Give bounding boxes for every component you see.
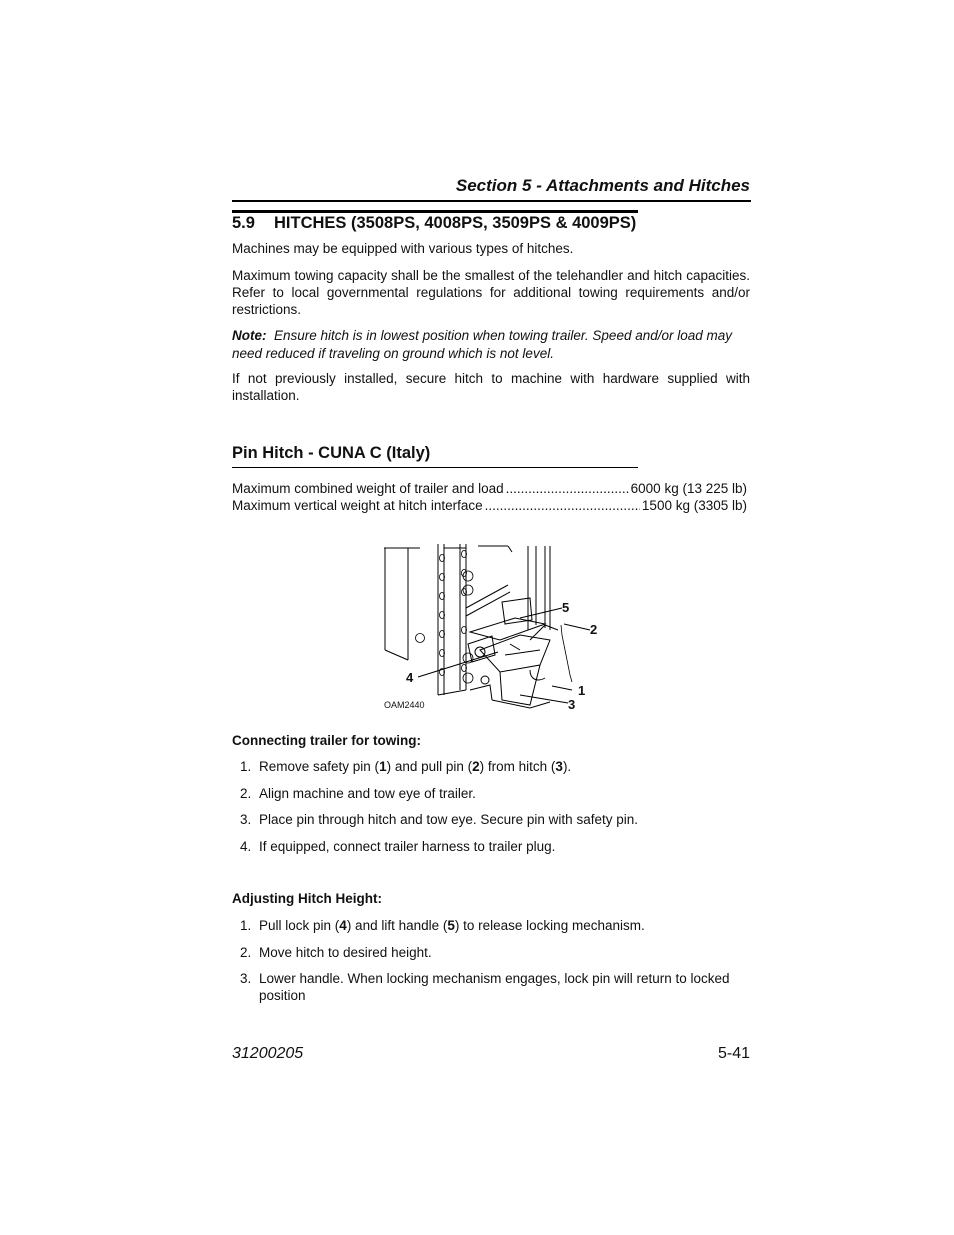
step-number: 4. [240,839,252,854]
step-number: 3. [240,812,252,827]
pin-hitch-rule [232,467,638,468]
pin-hitch-heading: Pin Hitch - CUNA C (Italy) [232,444,431,462]
adjusting-step [240,944,750,961]
spec-leader [485,498,640,513]
section-rule [232,210,638,213]
spec-value: 6000 kg (13 225 lb) [630,481,747,496]
note-label: Note: [232,328,267,343]
step-number: 2. [240,786,252,801]
capacity-paragraph: Maximum towing capacity shall be the smallest of the telehandler and hitch capacities. Refer to local governmental regulations for additional towing requirements and/or restrictions. [232,268,750,317]
connecting-step [240,838,750,855]
section-number: 5.9 [232,214,255,232]
step-text: If equipped, connect trailer harness to trailer plug. [259,839,556,854]
section-title: HITCHES (3508PS, 4008PS, 3509PS & 4009PS) [274,214,637,232]
connecting-step [240,758,750,775]
note-paragraph [232,327,750,363]
adjusting-step [240,917,750,934]
intro-paragraph: Machines may be equipped with various types of hitches. [232,241,574,256]
spec-value: 1500 kg (3305 lb) [641,498,747,513]
spec-row [232,498,747,513]
page-number: 5-41 [717,1045,750,1062]
doc-number: 31200205 [232,1045,304,1062]
step-number: 3. [240,971,252,986]
step-text: Align machine and tow eye of trailer. [259,786,476,801]
spec-leader [506,481,629,496]
step-number: 1. [240,918,252,933]
connecting-heading: Connecting trailer for towing: [232,733,421,748]
pin-hitch-illustration [380,540,610,720]
step-text: Pull lock pin (4) and lift handle (5) to release locking mechanism. [259,918,645,933]
step-text: Lower handle. When locking mechanism engages, lock pin will return to locked position [259,971,730,1003]
callout-5: 5 [562,600,570,615]
figure-code: OAM2440 [384,700,425,710]
connecting-step [240,811,750,828]
callout-4: 4 [406,670,414,685]
step-number: 2. [240,945,252,960]
spec-row [232,481,747,496]
header-rule [232,200,751,202]
adjusting-heading: Adjusting Hitch Height: [232,891,382,906]
step-text: Place pin through hitch and tow eye. Secure pin with safety pin. [259,812,638,827]
step-text: Move hitch to desired height. [259,945,432,960]
step-text: Remove safety pin (1) and pull pin (2) from hitch (3). [259,759,572,774]
callout-3: 3 [568,697,576,712]
install-paragraph: If not previously installed, secure hitch to machine with hardware supplied with installation. [232,371,750,403]
adjusting-step [240,970,750,1004]
section-heading [232,214,636,233]
callout-1: 1 [578,683,586,698]
spec-label: Maximum combined weight of trailer and load [232,481,504,496]
section-header: Section 5 - Attachments and Hitches [455,176,750,195]
note-text: Ensure hitch is in lowest position when towing trailer. Speed and/or load may need reduced if traveling on ground which is not level. [232,328,733,361]
spec-label: Maximum vertical weight at hitch interface [232,498,483,513]
callout-2: 2 [590,622,598,637]
connecting-step [240,785,750,802]
step-number: 1. [240,759,252,774]
